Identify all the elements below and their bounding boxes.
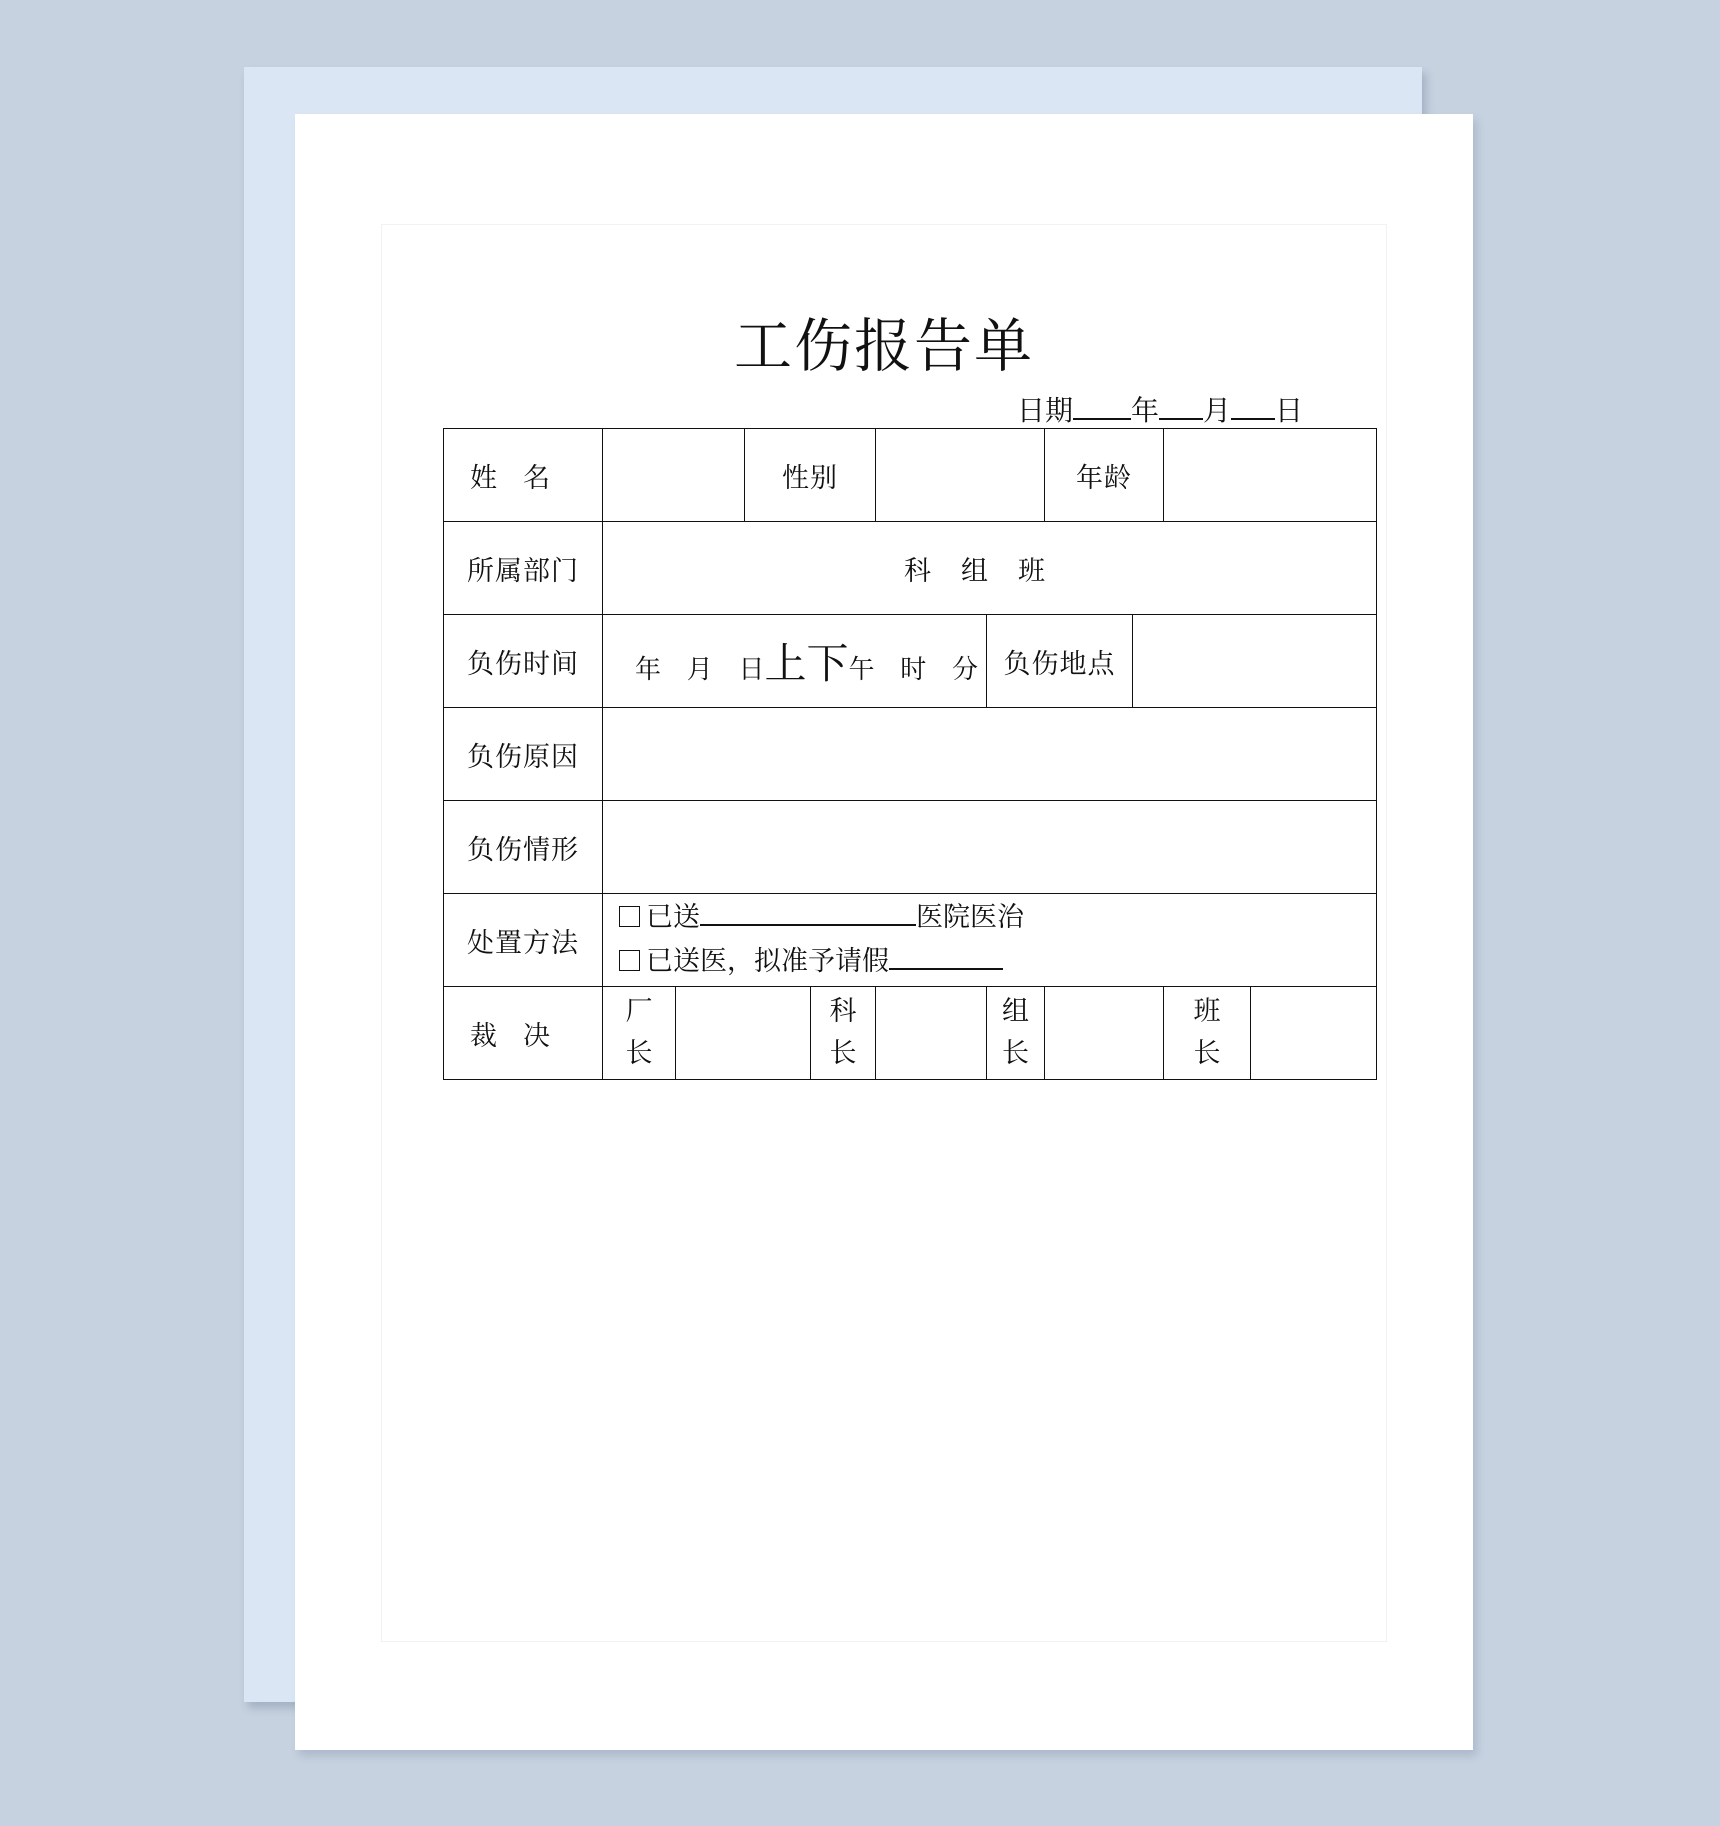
injury-situation-field[interactable] xyxy=(603,801,1377,894)
group-leader-sign[interactable] xyxy=(1045,987,1164,1080)
name-label: 姓名 xyxy=(444,429,603,522)
section-chief-sign[interactable] xyxy=(876,987,987,1080)
decision-label: 裁决 xyxy=(444,987,603,1080)
hospital-checkbox[interactable] xyxy=(619,906,640,927)
team-leader-sign[interactable] xyxy=(1251,987,1377,1080)
role-group-leader xyxy=(987,987,1045,1080)
gender-label: 性别 xyxy=(745,429,876,522)
hospital-name-blank[interactable] xyxy=(700,898,916,926)
date-label: 日期 xyxy=(1016,394,1073,427)
role-group-top: 组 xyxy=(1002,996,1029,1027)
role-team-bottom: 长 xyxy=(1193,1038,1221,1069)
option-leave-text: 已送医，拟准予请假 xyxy=(646,946,889,977)
date-year-blank[interactable] xyxy=(1073,392,1131,420)
option-hospital-suffix: 医院医治 xyxy=(916,902,1024,933)
role-group-bottom: 长 xyxy=(1002,1038,1029,1069)
treatment-option-hospital xyxy=(619,896,1376,940)
role-section-chief xyxy=(811,987,876,1080)
injury-cause-label: 负伤原因 xyxy=(444,708,603,801)
time-noon: 午 xyxy=(848,655,875,685)
date-day-blank[interactable] xyxy=(1231,392,1275,420)
role-section-bottom: 长 xyxy=(829,1038,857,1069)
injury-place-label: 负伤地点 xyxy=(987,615,1133,708)
row-injury-situation xyxy=(444,801,1377,894)
leave-days-blank[interactable] xyxy=(889,942,1003,970)
injury-time-field[interactable] xyxy=(603,615,987,708)
role-team-leader xyxy=(1164,987,1251,1080)
treatment-option-leave xyxy=(619,940,1376,984)
treatment-label: 处置方法 xyxy=(444,894,603,987)
role-factory-director xyxy=(603,987,676,1080)
name-field[interactable] xyxy=(603,429,745,522)
injury-time-label: 负伤时间 xyxy=(444,615,603,708)
row-department xyxy=(444,522,1377,615)
time-minute: 分 xyxy=(952,655,979,685)
date-month-blank[interactable] xyxy=(1159,392,1203,420)
date-day-label: 日 xyxy=(1274,394,1303,427)
row-injury-cause xyxy=(444,708,1377,801)
leave-checkbox[interactable] xyxy=(619,950,640,971)
role-section-top: 科 xyxy=(829,996,857,1027)
time-am-pm: 上下 xyxy=(764,639,849,688)
gender-field[interactable] xyxy=(876,429,1045,522)
row-injury-time xyxy=(444,615,1377,708)
time-day: 日 xyxy=(738,655,765,685)
age-field[interactable] xyxy=(1164,429,1377,522)
row-decision xyxy=(444,987,1377,1080)
form-title: 工伤报告单 xyxy=(733,312,1034,380)
role-team-top: 班 xyxy=(1193,996,1221,1027)
injury-report-table xyxy=(443,428,1377,1080)
time-hour: 时 xyxy=(900,655,927,685)
injury-place-field[interactable] xyxy=(1133,615,1377,708)
treatment-field xyxy=(603,894,1377,987)
factory-director-sign[interactable] xyxy=(676,987,811,1080)
injury-cause-field[interactable] xyxy=(603,708,1377,801)
department-label: 所属部门 xyxy=(444,522,603,615)
date-year-label: 年 xyxy=(1130,394,1159,427)
row-treatment xyxy=(444,894,1377,987)
form-page xyxy=(295,114,1473,1750)
date-line xyxy=(1017,391,1303,431)
time-year: 年 xyxy=(634,655,661,685)
age-label: 年龄 xyxy=(1045,429,1164,522)
date-month-label: 月 xyxy=(1202,394,1231,427)
department-field[interactable]: 科组班 xyxy=(603,522,1377,615)
time-month: 月 xyxy=(686,655,713,685)
role-factory-bottom: 长 xyxy=(625,1038,653,1069)
row-basic-info xyxy=(444,429,1377,522)
injury-situation-label: 负伤情形 xyxy=(444,801,603,894)
option-hospital-prefix: 已送 xyxy=(646,902,700,933)
role-factory-top: 厂 xyxy=(625,996,653,1027)
